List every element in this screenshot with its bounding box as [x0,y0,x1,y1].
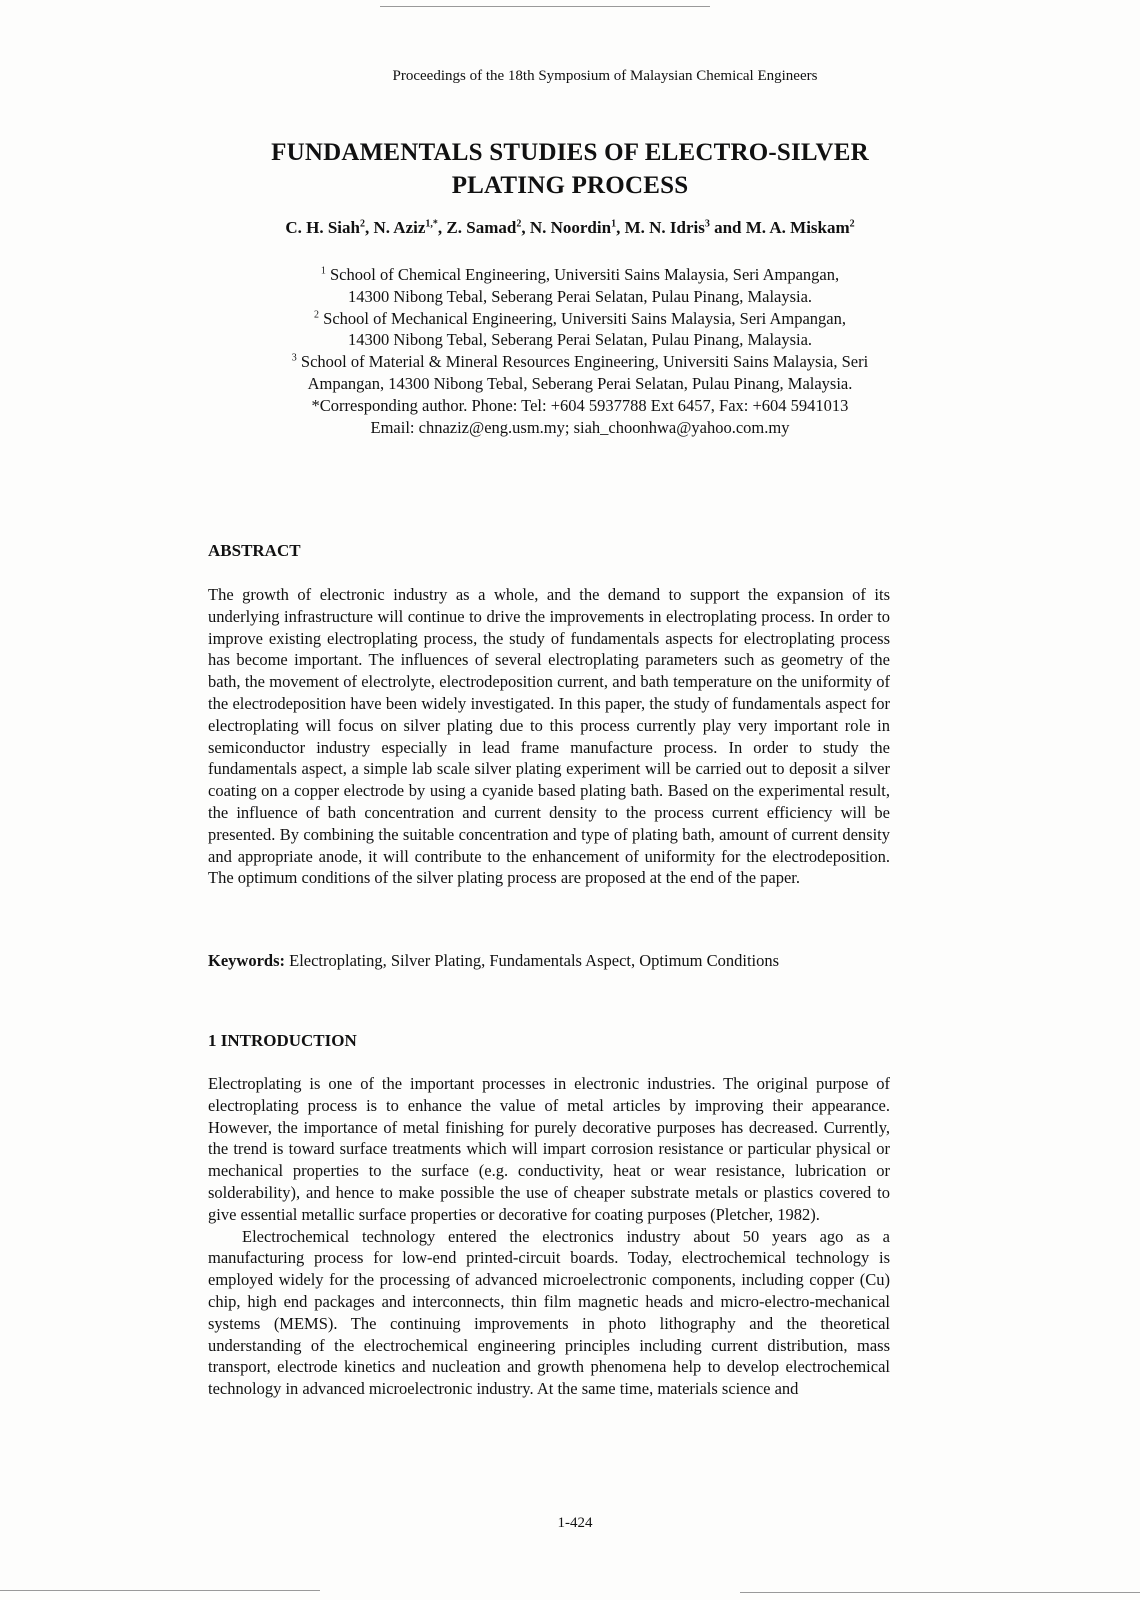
abstract-body [208,584,890,889]
author-name: Z. Samad [446,218,517,237]
bottom-scan-rule-right [740,1592,1140,1593]
bottom-scan-rule-left [0,1590,320,1591]
affil-sup: 3 [291,352,297,364]
title-line-2: PLATING PROCESS [451,172,689,199]
author-affil-sup: 1,* [425,218,438,230]
affil-sup: 2 [314,309,320,321]
author-name: N. Noordin [529,218,612,237]
affiliations [180,264,980,438]
paper-title [0,136,1140,202]
affiliation-2-cont: 14300 Nibong Tebal, Seberang Perai Selatan, Pulau Pinang, Malaysia. [347,330,813,350]
author-name: M. A. Miskam [745,218,850,237]
affiliation-1 [180,264,980,286]
abstract-text: The growth of electronic industry as a whole, and the demand to support the expansion of its underlying infrastructure will continue to drive the improvements in electroplating process. In order to improve existing electroplating process, the study of fundamentals aspects for electroplating process has become important. The influences of several electroplating parameters such as geometry of the bath, the movement of electrolyte, electrodeposition current, and bath temperature on the uniformity of the electrodeposition have been widely investigated. In this paper, the study of fundamentals aspect for electroplating will focus on silver plating due to this process currently play very important role in semiconductor industry especially in lead frame manufacture process. In order to study the fundamentals aspect, a simple lab scale silver plating experiment will be carried out to deposit a silver coating on a copper electrode by using a cyanide based plating bath. Based on the experimental result, the influence of bath concentration and current density to the process current efficiency will be presented. By combining the suitable concentration and type of plating bath, amount of current density and appropriate anode, it will contribute to the enhancement of uniformity for the electrodeposition. The optimum conditions of the silver plating process are proposed at the end of the paper. [208,585,890,888]
affil-text: School of Material & Mineral Resources Engineering, Universiti Sains Malaysia, Seri [300,352,869,372]
affil-sup: 1 [320,265,326,277]
page-number: 1-424 [557,1515,593,1531]
affiliation-2 [180,308,980,330]
affiliation-3-cont: Ampangan, 14300 Nibong Tebal, Seberang Perai Selatan, Pulau Pinang, Malaysia. [307,373,853,393]
email-line: Email: chnaziz@eng.usm.my; siah_choonhwa@yahoo.com.my [370,417,790,437]
affiliation-3 [180,351,980,373]
running-header: Proceedings of the 18th Symposium of Malaysian Chemical Engineers [392,68,818,84]
intro-paragraph-2: Electrochemical technology entered the electronics industry about 50 years ago as a manufacturing process for low-end printed-circuit boards. Today, electrochemical technology is employed widely for the processing of advanced microelectronic components, including copper (Cu) chip, high end packages and interconnects, thin film magnetic heads and micro-electro-mechanical systems (MEMS). The continuing improvements in photo lithography and the theoretical understanding of the electrochemical engineering principles including current distribution, mass transport, electrode kinetics and nucleation and growth phenomena help to develop electrochemical technology in advanced microelectronic industry. At the same time, materials science and [208,1226,890,1399]
author-affil-sup: 1 [611,218,617,230]
author-affil-sup: 2 [849,218,855,230]
intro-paragraph-1: Electroplating is one of the important processes in electronic industries. The original purpose of electroplating process is to enhance the value of metal articles by improving their appearance. However, the importance of metal finishing for purely decorative purposes has decreased. Currently, the trend is toward surface treatments which will impart corrosion resistance or particular physical or mechanical properties to the surface (e.g. conductivity, heat or wear resistance, lubrication or solderability), and hence to make possible the use of cheaper substrate metals or plastics covered to give essential metallic surface properties or decorative for coating purposes (Pletcher, 1982). [208,1074,890,1224]
affil-text: School of Chemical Engineering, Universiti Sains Malaysia, Seri Ampangan, [330,265,840,284]
corresponding-author: *Corresponding author. Phone: Tel: +604 5937788 Ext 6457, Fax: +604 5941013 [311,395,849,415]
top-scan-rule [380,6,710,7]
keywords [208,951,779,971]
author-affil-sup: 2 [516,218,522,230]
author-affil-sup: 2 [359,218,365,230]
author-affil-sup: 3 [704,218,710,230]
introduction-heading: 1 INTRODUCTION [208,1031,357,1050]
keywords-label: Keywords: [208,951,285,970]
author-name: M. N. Idris [624,218,705,237]
abstract-heading: ABSTRACT [208,541,301,560]
affiliation-1-cont: 14300 Nibong Tebal, Seberang Perai Selatan, Pulau Pinang, Malaysia. [347,286,813,306]
affil-text: School of Mechanical Engineering, Universiti Sains Malaysia, Seri Ampangan, [323,308,846,328]
introduction-body [208,1073,890,1400]
title-line-1: FUNDAMENTALS STUDIES OF ELECTRO-SILVER [271,139,869,166]
author-list: C. H. Siah$^2$, N. Aziz$^{1,*}$, Z. Samad$^2$, N. Noordin$^1$, M. N. Idris$^3$ and M. A. Miskam$^2$ [285,218,855,237]
author-name: N. Aziz [373,218,426,237]
keywords-text: Electroplating, Silver Plating, Fundamentals Aspect, Optimum Conditions [289,951,780,970]
author-name: C. H. Siah [285,218,360,237]
